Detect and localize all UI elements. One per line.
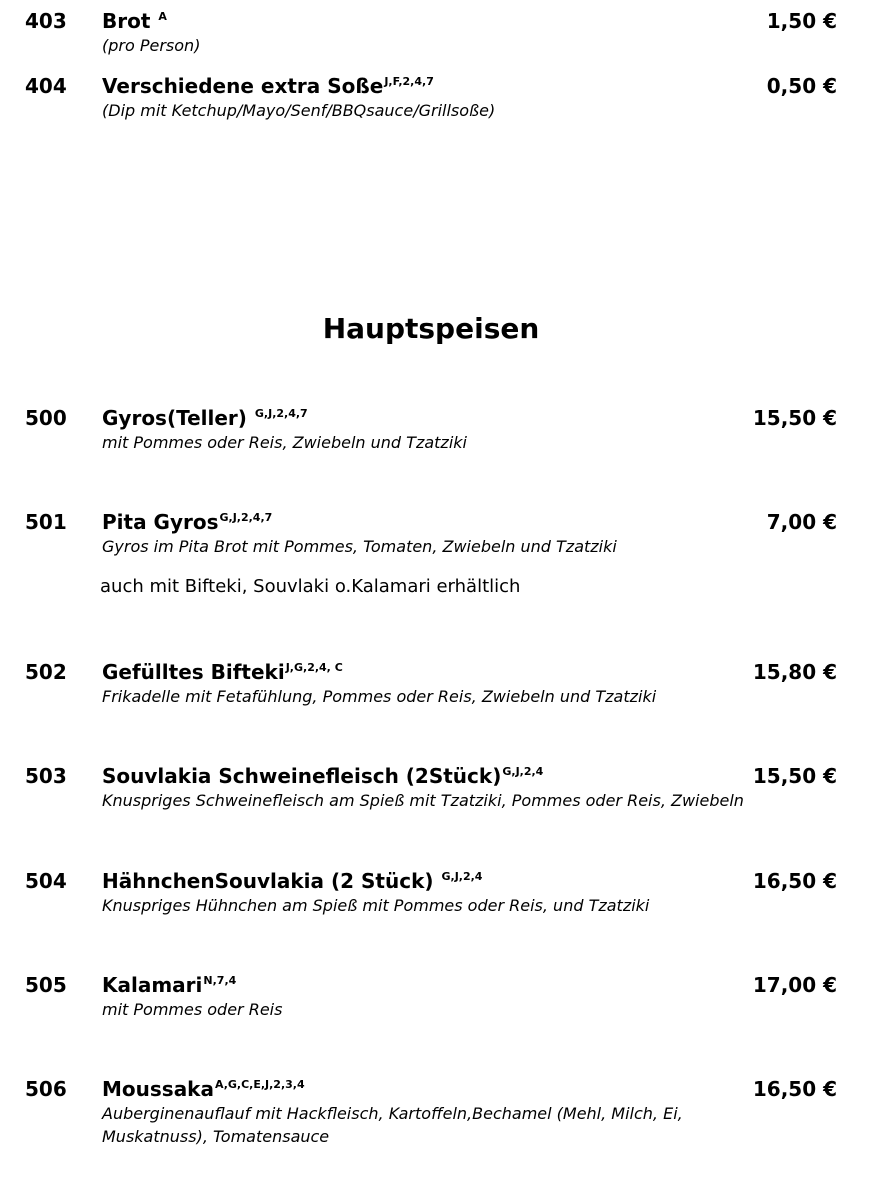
item-price: 0,50 € xyxy=(766,74,837,98)
item-name: Moussaka$^{A,G,C,E,J,2,3,4}$ xyxy=(102,1077,305,1101)
item-description: Knuspriges Schweinefleisch am Spieß mit Tzatziki, Pommes oder Reis, Zwiebeln xyxy=(102,791,744,810)
allergen-codes: G,J,2,4 xyxy=(441,870,483,883)
item-description: Frikadelle mit Fetafühlung, Pommes oder Reis, Zwiebeln und Tzatziki xyxy=(102,687,657,706)
item-description: (Dip mit Ketchup/Mayo/Senf/BBQsauce/Grillsoße) xyxy=(102,101,496,120)
allergen-codes: J,F,2,4,7 xyxy=(384,75,434,88)
item-description: Gyros im Pita Brot mit Pommes, Tomaten, Zwiebeln und Tzatziki xyxy=(102,537,617,556)
item-price: 1,50 € xyxy=(766,9,837,33)
item-description: mit Pommes oder Reis xyxy=(102,1000,283,1019)
item-number: 501 xyxy=(25,510,67,534)
item-number: 404 xyxy=(25,74,67,98)
allergen-codes: A xyxy=(158,10,167,23)
allergen-codes: G,J,2,4,7 xyxy=(219,511,273,524)
allergen-codes: G,J,2,4,7 xyxy=(254,407,308,420)
allergen-codes: G,J,2,4 xyxy=(502,765,544,778)
item-name: Gyros(Teller) $^{G,J,2,4,7}$ xyxy=(102,406,308,430)
item-description: mit Pommes oder Reis, Zwiebeln und Tzatziki xyxy=(102,433,467,452)
item-price: 7,00 € xyxy=(766,510,837,534)
allergen-codes: N,7,4 xyxy=(203,974,237,987)
item-price: 16,50 € xyxy=(752,1077,837,1101)
section-heading: Hauptspeisen xyxy=(322,312,540,345)
item-number: 504 xyxy=(25,869,67,893)
extra-note: auch mit Bifteki, Souvlaki o.Kalamari erhältlich xyxy=(100,576,521,597)
item-description: Knuspriges Hühnchen am Spieß mit Pommes oder Reis, und Tzatziki xyxy=(102,896,650,915)
item-name: Brot $^A$ xyxy=(102,9,167,33)
item-number: 502 xyxy=(25,660,67,684)
item-number: 503 xyxy=(25,764,67,788)
item-name: Verschiedene extra Soße$^{J,F,2,4,7}$ xyxy=(102,74,434,98)
item-name: Gefülltes Bifteki$^{J,G,2,4, C}$ xyxy=(102,660,343,684)
item-number: 500 xyxy=(25,406,67,430)
allergen-codes: A,G,C,E,J,2,3,4 xyxy=(214,1078,305,1091)
allergen-codes: J,G,2,4, C xyxy=(285,661,343,674)
item-description: (pro Person) xyxy=(102,36,201,55)
item-name: Kalamari$^{N,7,4}$ xyxy=(102,973,237,997)
item-price: 16,50 € xyxy=(752,869,837,893)
item-description: Auberginenauflauf mit Hackfleisch, Kartoffeln,Bechamel (Mehl, Milch, Ei, Muskatnuss), Tomatensauce xyxy=(102,1104,683,1146)
item-name: Pita Gyros$^{G,J,2,4,7}$ xyxy=(102,510,273,534)
item-price: 17,00 € xyxy=(752,973,837,997)
item-name: Souvlakia Schweinefleisch (2Stück)$^{G,J,2,4}$ xyxy=(102,764,544,788)
item-number: 505 xyxy=(25,973,67,997)
item-number: 506 xyxy=(25,1077,67,1101)
item-price: 15,50 € xyxy=(752,406,837,430)
item-number: 403 xyxy=(25,9,67,33)
item-price: 15,50 € xyxy=(752,764,837,788)
item-price: 15,80 € xyxy=(752,660,837,684)
item-name: HähnchenSouvlakia (2 Stück) $^{G,J,2,4}$ xyxy=(102,869,483,893)
